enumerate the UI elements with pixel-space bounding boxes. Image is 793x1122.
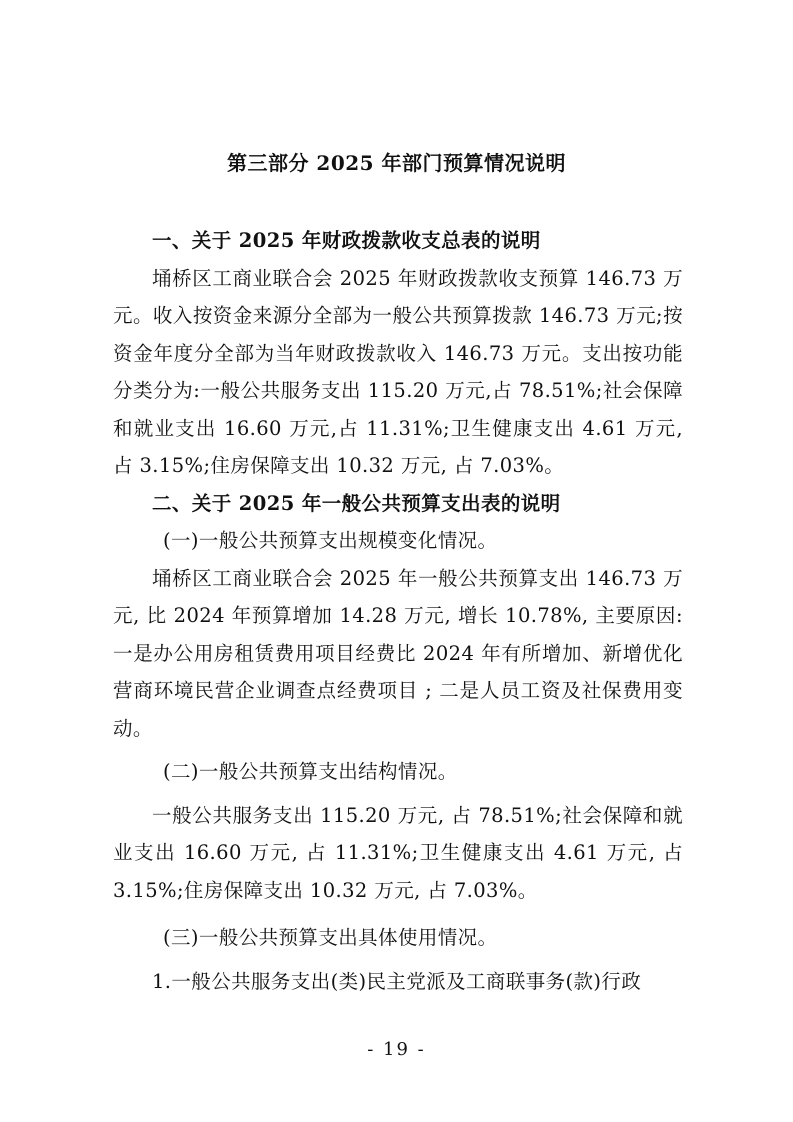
page-number: - 19 -	[367, 1039, 426, 1060]
section1-paragraph: 埇桥区工商业联合会 2025 年财政拨款收支预算 146.73 万元。收入按资金来源分全部为一般公共预算拨款 146.73 万元;按资金年度分全部为当年财政拨款收入 146.73 万元。支出按功能分类分为:一般公共服务支出 115.20 万元,占 78.51%;社会保障和就业支出 16.60 万元,占 11.31%;卫生健康支出 4.61 万元,占 3.15%;住房保障支出 10.32 万元, 占 7.03%。	[113, 266, 683, 477]
section2-sub1-heading: (一)一般公共预算支出规模变化情况。	[163, 529, 498, 552]
section2-sub1-paragraph: 埇桥区工商业联合会 2025 年一般公共预算支出 146.73 万元, 比 2024 年预算增加 14.28 万元, 增长 10.78%, 主要原因:一是办公用房租赁费用项目经费比 2024 年有所增加、新增优化营商环境民营企业调查点经费项目 ; 二是人员工资及社保费用变动。	[113, 566, 683, 740]
document-body	[113, 222, 683, 1000]
section2-heading: 二、关于 2025 年一般公共预算支出表的说明	[152, 491, 561, 515]
section2-sub3-heading: (三)一般公共预算支出具体使用情况。	[163, 926, 498, 949]
section1-heading: 一、关于 2025 年财政拨款收支总表的说明	[152, 229, 541, 252]
section2-sub3-item1: 1.一般公共服务支出(类)民主党派及工商联事务(款)行政	[152, 969, 642, 993]
page-title: 第三部分 2025 年部门预算情况说明	[226, 151, 567, 175]
section2-sub2-paragraph: 一般公共服务支出 115.20 万元, 占 78.51%;社会保障和就业支出 16.60 万元, 占 11.31%;卫生健康支出 4.61 万元, 占 3.15%;住房保障支出 10.32 万元, 占 7.03%。	[113, 803, 683, 902]
section2-sub2-heading: (二)一般公共预算支出结构情况。	[163, 760, 458, 783]
